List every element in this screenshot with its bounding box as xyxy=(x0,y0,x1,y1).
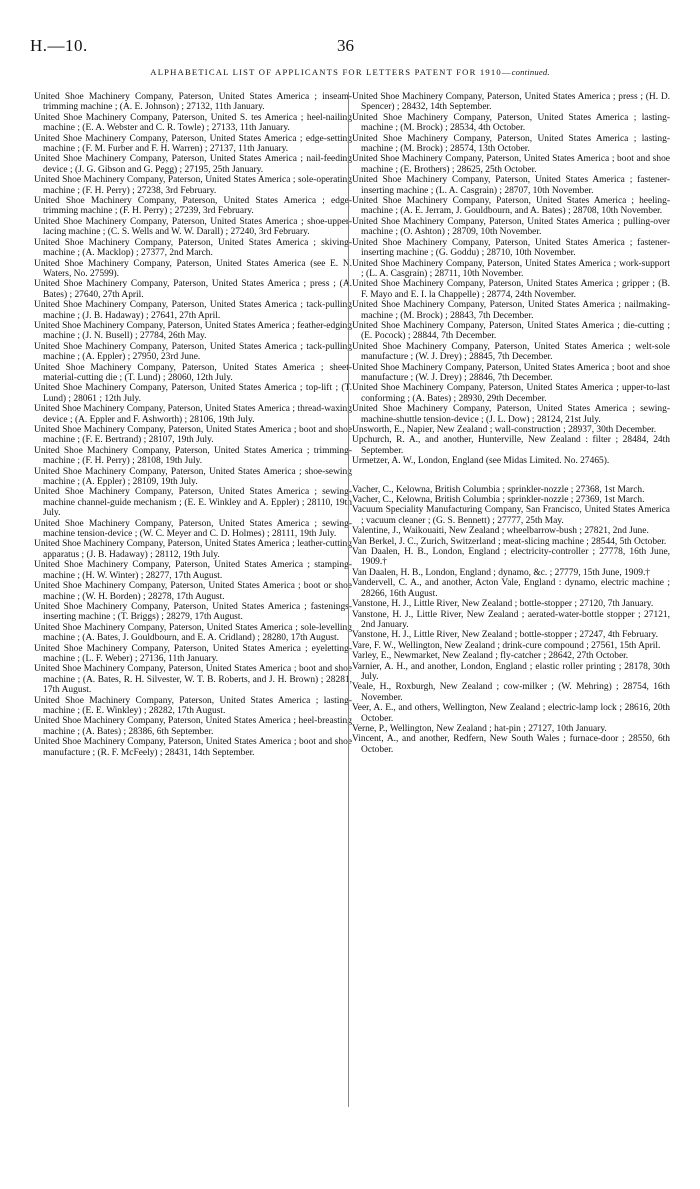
patent-entry: United Shoe Machinery Company, Paterson, United States America ; leather-cutting apparatus ; (J. B. Hadaway) ; 28112, 19th July. xyxy=(34,539,352,560)
page-title-main: ALPHABETICAL LIST OF APPLICANTS FOR LETTERS PATENT FOR 1910— xyxy=(150,67,512,77)
patent-entry: United Shoe Machinery Company, Paterson, United States America ; sewing-machine tension-device ; (W. C. Meyer and C. D. Holmes) ; 28111, 19th July. xyxy=(34,518,352,540)
page-title-continued: continued. xyxy=(511,67,550,77)
patent-entry: United Shoe Machinery Company, Paterson, United States America ; eyeletting-machine ; (L. F. Weber) ; 27136, 11th January. xyxy=(34,643,352,664)
patent-entry: Valentine, J., Waikouaiti, New Zealand ; wheelbarrow-bush ; 27821, 2nd June. xyxy=(352,526,649,537)
patent-entry: United Shoe Machinery Company, Paterson, United States America ; boot and shoe manufacture ; (W. J. Drey) ; 28846, 7th December. xyxy=(352,362,670,383)
patent-entry: Veale, H., Roxburgh, New Zealand ; cow-milker ; (W. Mehring) ; 28754, 16th November. xyxy=(352,682,670,703)
patent-entry: United Shoe Machinery Company, Paterson, United States America ; inseam-trimming machine ; (A. E. Johnson) ; 27132, 11th January. xyxy=(34,92,352,113)
patent-entry: United Shoe Machinery Company, Paterson, United States America ; lasting-machine ; (M. Brock) ; 28534, 4th October. xyxy=(352,112,670,134)
patent-entry: Veer, A. E., and others, Wellington, New Zealand ; electric-lamp lock ; 28616, 20th October. xyxy=(352,703,670,724)
patent-entry: United Shoe Machinery Company, Paterson, United States America ; press ; (A. Bates) ; 27640, 27th April. xyxy=(34,279,352,300)
patent-entry: United Shoe Machinery Company, Paterson, United States America ; stamping-machine ; (H. W. Winter) ; 28277, 17th August. xyxy=(34,560,352,581)
patent-entry: United Shoe Machinery Company, Paterson, United States America ; trimming-machine ; (F. H. Perry) ; 28108, 19th July. xyxy=(34,445,352,467)
patent-entry: Vare, F. W., Wellington, New Zealand ; drink-cure compound ; 27561, 15th April. xyxy=(352,640,661,651)
patent-entry: Vacuum Speciality Manufacturing Company, San Francisco, United States America ; vacuum cleaner ; (G. S. Bennett) ; 27777, 25th May. xyxy=(352,505,670,526)
patent-entry: Upchurch, R. A., and another, Hunterville, New Zealand : filter ; 28484, 24th September. xyxy=(352,435,670,456)
patent-entry: United Shoe Machinery Company, Paterson, United States America ; upper-to-last conforming ; (A. Bates) ; 28930, 29th December. xyxy=(352,383,670,404)
patent-entry: United Shoe Machinery Company, Paterson, United States America ; boot or shoe machine ; (W. H. Borden) ; 28278, 17th August. xyxy=(34,581,352,602)
patent-entry: United Shoe Machinery Company, Paterson, United States America ; heeling-machine ; (A. E. Jerram, J. Gouldbourn, and A. Bates) ; 28708, 10th November. xyxy=(352,196,670,217)
patent-entry: United Shoe Machinery Company, Paterson, United States America ; welt-sole manufacture ; (W. J. Drey) ; 28845, 7th December. xyxy=(352,341,670,363)
patent-entry: Verne, P., Wellington, New Zealand ; hat-pin ; 27127, 10th January. xyxy=(352,723,607,734)
patent-entry: Vandervell, C. A., and another, Acton Vale, England : dynamo, electric machine ; 28266, 16th August. xyxy=(352,578,670,599)
patent-entry: Vanstone, H. J., Little River, New Zealand ; bottle-stopper ; 27247, 4th February. xyxy=(352,630,658,641)
patent-entry: Vanstone, H. J., Little River, New Zealand ; aerated-water-bottle stopper ; 27121, 2nd January. xyxy=(352,609,670,630)
patent-entry: Vincent, A., and another, Redfern, New South Wales ; furnace-door ; 28550, 6th October. xyxy=(352,734,670,755)
patent-entry: United Shoe Machinery Company, Paterson, United States America ; boot and shoe machine ; (A. Bates, R. H. Silvester, W. T. B. Roberts, and J. H. Brown) ; 28281, 17th August. xyxy=(34,664,352,696)
patent-entry: United Shoe Machinery Company, Paterson, United States America ; tack-pulling machine ; (J. B. Hadaway) ; 27641, 27th April. xyxy=(34,300,352,321)
patent-entry: United Shoe Machinery Company, Paterson, United States America ; sheet-material-cutting die ; (T. Lund) ; 28060, 12th July. xyxy=(34,362,352,383)
patent-entry: United Shoe Machinery Company, Paterson, United States America ; gripper ; (B. F. Mayo and E. I. la Chappelle) ; 28774, 24th November. xyxy=(352,279,670,300)
patent-entry: Van Berkel, J. C., Zurich, Switzerland ; meat-slicing machine ; 28544, 5th October. xyxy=(352,536,667,547)
page-identifier: H.—10. xyxy=(30,36,88,55)
patent-entry: United Shoe Machinery Company, Paterson, United States America ; lasting-machine ; (M. Brock) ; 28574, 13th October. xyxy=(352,133,670,155)
patent-entry: United Shoe Machinery Company, Paterson, United States America ; pulling-over machine ; (O. Ashton) ; 28709, 10th November. xyxy=(352,216,670,238)
patent-entry: Van Daalen, H. B., London, England ; dynamo, &c. ; 27779, 15th June, 1909.† xyxy=(352,567,651,578)
patent-entry: United Shoe Machinery Company, Paterson, United States America ; sole-levelling machine ; (A. Bates, J. Gouldbourn, and E. A. Cridland) ; 28280, 17th August. xyxy=(34,622,352,644)
patent-entry: United Shoe Machinery Company, Paterson, United S. tes America ; heel-nailing machine ; (E. A. Webster and C. R. Towle) ; 27133, 11th January. xyxy=(34,112,352,134)
left-column xyxy=(34,92,352,758)
patent-entry: Unsworth, E., Napier, New Zealand ; wall-construction ; 28937, 30th December. xyxy=(352,425,657,435)
patent-entry: United Shoe Machinery Company, Paterson, United States America ; nail-feeding device ; (J. G. Gibson and G. Pegg) ; 27195, 25th January. xyxy=(34,154,352,175)
patent-entry: Vacher, C., Kelowna, British Columbia ; sprinkler-nozzle ; 27369, 1st March. xyxy=(352,495,645,506)
patent-entry: United Shoe Machinery Company, Paterson, United States America ; boot and shoe machine ; (E. Brothers) ; 28625, 25th October. xyxy=(352,154,670,175)
patent-entry: United Shoe Machinery Company, Paterson, United States America ; sewing-machine channel-guide mechanism ; (E. E. Winkley and A. Eppler) ; 28110, 19th July. xyxy=(34,487,352,519)
patent-entry: Varnier, A. H., and another, London, England ; elastic roller printing ; 28178, 30th July. xyxy=(352,661,670,682)
patent-entry: United Shoe Machinery Company, Paterson, United States America ; die-cutting ; (E. Pocock) ; 28844, 7th December. xyxy=(352,320,670,342)
patent-entry: United Shoe Machinery Company, Paterson, United States America ; sole-operating machine ; (F. H. Perry) ; 27238, 3rd February. xyxy=(34,175,352,196)
patent-entry: Varley, E., Newmarket, New Zealand ; fly-catcher ; 28642, 27th October. xyxy=(352,651,629,662)
right-column-v-entries xyxy=(352,485,670,756)
patent-entry: United Shoe Machinery Company, Paterson, United States America ; thread-waxing device ; (A. Eppler and F. Ashworth) ; 28106, 19th July. xyxy=(34,404,352,425)
patent-entry: United Shoe Machinery Company, Paterson, United States America ; top-lift ; (T. Lund) ; 28061 ; 12th July. xyxy=(34,383,352,404)
patent-entry: United Shoe Machinery Company, Paterson, United States America ; press ; (H. D. Spencer) ; 28432, 14th September. xyxy=(352,92,670,113)
right-column-u-entries xyxy=(352,92,670,467)
patent-entry: United Shoe Machinery Company, Paterson, United States America ; shoe-sewing machine ; (A. Eppler) ; 28109, 19th July. xyxy=(34,466,352,488)
patent-entry: United Shoe Machinery Company, Paterson, United States America ; fastener-inserting machine ; (G. Goddu) ; 28710, 10th November. xyxy=(352,237,670,259)
letter-section-gap xyxy=(352,467,670,485)
patent-entry: United Shoe Machinery Company, Paterson, United States America ; edge-trimming machine ; (F. H. Perry) ; 27239, 3rd February. xyxy=(34,196,352,217)
patent-entry: United Shoe Machinery Company, Paterson, United States America ; lasting-machine ; (E. E. Winkley) ; 28282, 17th August. xyxy=(34,695,352,716)
patent-entry: United Shoe Machinery Company, Paterson, United States America ; work-support ; (L. A. Casgrain) ; 28711, 10th November. xyxy=(352,258,670,279)
patent-entry: United Shoe Machinery Company, Paterson, United States America ; fastener-inserting machine ; (L. A. Casgrain) ; 28707, 10th November. xyxy=(352,175,670,196)
right-column xyxy=(352,92,670,755)
patent-entry: United Shoe Machinery Company, Paterson, United States America ; edge-setting machine ; (F. M. Furber and F. H. Warren) ; 27137, 11th January. xyxy=(34,133,352,155)
patent-entry: United Shoe Machinery Company, Paterson, United States America ; skiving-machine ; (A. Macklop) ; 27377, 2nd March. xyxy=(34,237,352,259)
patent-entry: United Shoe Machinery Company, Paterson, United States America ; fastenings-inserting machine ; (T. Briggs) ; 28279, 17th August. xyxy=(34,601,352,623)
patent-entry: United Shoe Machinery Company, Paterson, United States America ; boot and shoe machine ; (F. E. Bertrand) ; 28107, 19th July. xyxy=(34,425,352,446)
patent-entry: United Shoe Machinery Company, Paterson, United States America ; nailmaking-machine ; (M. Brock) ; 28843, 7th December. xyxy=(352,300,670,321)
patent-entry: United Shoe Machinery Company, Paterson, United States America ; feather-edging machine ; (J. N. Busell) ; 27784, 26th May. xyxy=(34,320,352,342)
page-title xyxy=(0,67,700,77)
column-divider xyxy=(348,92,349,1107)
patent-entry: Vacher, C., Kelowna, British Columbia ; sprinkler-nozzle ; 27368, 1st March. xyxy=(352,484,645,495)
patent-entry: Van Daalen, H. B., London, England ; electricity-controller ; 27778, 16th June, 1909.† xyxy=(352,547,670,568)
patent-entry: United Shoe Machinery Company, Paterson, United States America ; shoe-upper-lacing machine ; (C. S. Wells and W. W. Darall) ; 27240, 3rd February. xyxy=(34,216,352,238)
patent-entry: Urmetzer, A. W., London, England (see Midas Limited. No. 27465). xyxy=(352,456,610,467)
patent-entry: United Shoe Machinery Company, Paterson, United States America ; tack-pulling machine ; (A. Eppler) ; 27950, 23rd June. xyxy=(34,341,352,363)
patent-entry: United Shoe Machinery Company, Paterson, United States America ; boot and shoe manufacture ; (R. F. McFeely) ; 28431, 14th September. xyxy=(34,737,352,758)
page-number: 36 xyxy=(337,36,354,55)
patent-entry: United Shoe Machinery Company, Paterson, United States America (see E. N. Waters, No. 27599). xyxy=(34,258,352,279)
patent-entry: United Shoe Machinery Company, Paterson, United States America ; sewing-machine-shuttle tension-device ; (J. L. Dow) ; 28124, 21st July. xyxy=(352,404,670,425)
patent-entry: Vanstone, H. J., Little River, New Zealand ; bottle-stopper ; 27120, 7th January. xyxy=(352,599,654,610)
patent-entry: United Shoe Machinery Company, Paterson, United States America ; heel-breasting machine ; (A. Bates) ; 28386, 6th September. xyxy=(34,716,352,737)
